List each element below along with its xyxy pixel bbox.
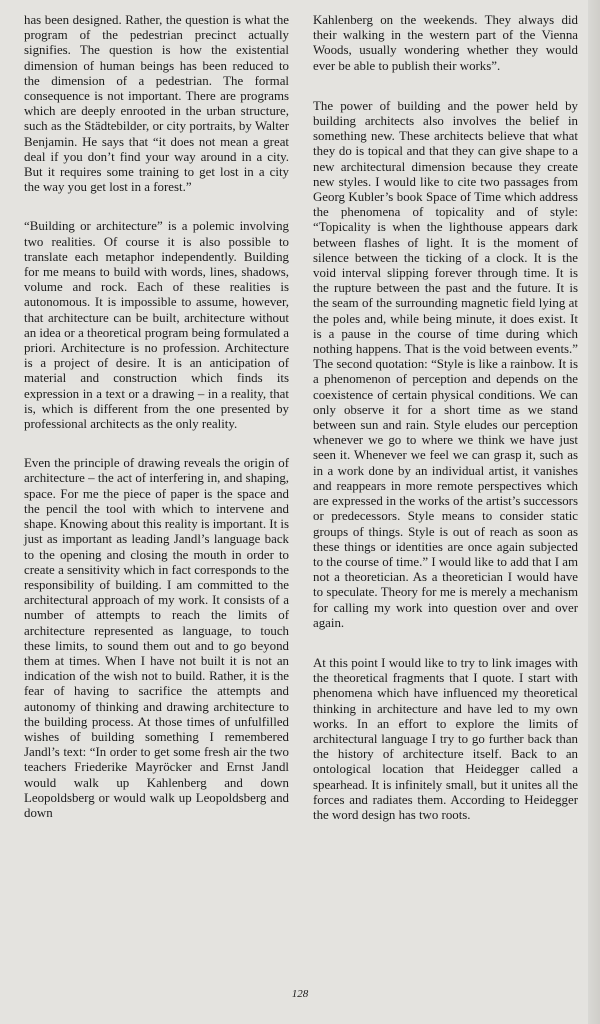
left-column xyxy=(24,13,289,821)
paragraph: The power of building and the power held by building architects also involves the belief in something new. These architects believe that what they do is topical and that they can give shape to a new architectural dimension because they create new styles. I would like to cite two passages from Georg Kubler’s book Space of Time which address the phenomena of topicality and of style: “Topicality is when the lighthouse appears dark between flashes of light. It is the moment of silence between the ticking of a clock. It is the void interval slipping forever through time. It is the rupture between the past and the future. It is the seam of the surrounding magnetic field lying at the poles and, while being minute, it does exist. It is a pause in the course of time during which nothing happens. That is the void between events.” The second quotation: “Style is like a rainbow. It is a phenomenon of perception and depends on the coexistence of certain physical conditions. We can only observe it for a short time as we stand between sun and rain. Style eludes our perception whenever we go to where we think we have just seen it. Whenever we feel we can grasp it, such as in a work done by an individual artist, it vanishes and reappears in more remote perspectives which are expressed in the works of the artist’s successors or predecessors. Style means to consider static groups of things. Style is out of reach as soon as these things or identities are once again subjected to the course of time.” I would like to add that I am not a theoretician. As a theoretician I would have to speculate. Theory for me is merely a mechanism for calling my work into question over and over again. xyxy=(313,98,578,630)
page-edge xyxy=(588,0,600,1024)
paragraph: Kahlenberg on the weekends. They always did their walking in the western part of the Vienna Woods, usually wondering whether they would ever be able to publish their works”. xyxy=(313,13,578,73)
paragraph: Even the principle of drawing reveals the origin of architecture – the act of interfering in, and shaping, space. For me the piece of paper is the space and the pencil the tool with which to intervene and shape. Knowing about this reality is important. It is just as important as leading Jandl’s language back to the opening and closing the mouth in order to create a sensitivity which in fact corresponds to the responsibility of building. I am committed to the architectural approach of my work. It consists of a number of attempts to reach the limits of architecture represented as language, to touch these limits, to sound them out and to go beyond them at times. When I have not built it is not an indication of the wish not to build. Rather, it is the fear of having to sacrifice the attempts and autonomy of thinking and drawing architecture to the building process. At those times of unfulfilled wishes of building something I remembered Jandl’s text: “In order to get some fresh air the two teachers Friederike Mayröcker and Ernst Jandl would walk up Kahlenberg and down Leopoldsberg or would walk up Leopoldsberg and down xyxy=(24,456,289,820)
right-column xyxy=(313,13,578,823)
paragraph: “Building or architecture” is a polemic involving two realities. Of course it is also possible to translate each metaphor independently. Building for me means to build with words, lines, shadows, volume and rock. Each of these realities is autonomous. It is impossible to assume, however, that architecture can be built, architecture without an idea or a theoretical program being formulated a priori. Architecture is no profession. Architecture is a project of desire. It is an anticipation of material and construction which finds its expression in a text or a drawing – in a reality, that is, which is different from the one presented by professional architects as the only reality. xyxy=(24,219,289,432)
paragraph: has been designed. Rather, the question is what the program of the pedestrian precinct actually signifies. The question is how the existential dimension of human beings has been reduced to the dimension of a pedestrian. The formal consequence is not important. There are programs which are deeply enrooted in the urban structure, such as the Städtebilder, or city portraits, by Walter Benjamin. He says that “it does not mean a great deal if you don’t find your way around in a city. But it requires some training to get lost in a city the way you get lost in a forest.” xyxy=(24,13,289,195)
page-number: 128 xyxy=(291,988,309,1000)
paragraph: At this point I would like to try to link images with the theoretical fragments that I quote. I start with phenomena which have influenced my theoretical thinking in architecture and have led to my own works. In an effort to explore the limits of architectural language I try to go further back than the history of architecture itself. Back to an ontological location that Heidegger called a spearhead. It is infinitely small, but it unites all the forces and radiates them. According to Heidegger the word design has two roots. xyxy=(313,655,578,822)
